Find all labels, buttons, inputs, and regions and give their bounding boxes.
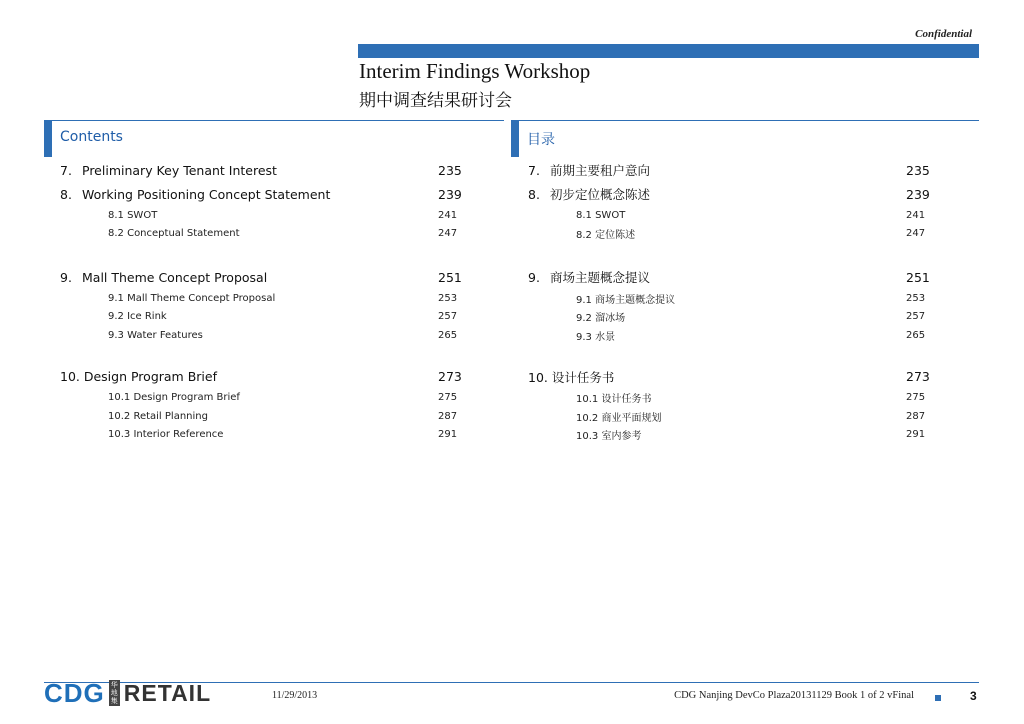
toc-subentry[interactable] (528, 426, 928, 445)
toc-entry[interactable] (528, 365, 928, 389)
toc-entry-page: 251 (438, 269, 462, 285)
toc-subentry-page: 265 (906, 329, 926, 341)
toc-entry-page: 239 (438, 186, 462, 202)
toc-subentry-title: 8.2 Conceptual Statement (108, 228, 240, 240)
toc-subentry-page: 241 (438, 209, 458, 221)
toc-subentry[interactable] (60, 426, 460, 445)
footer-square-icon (935, 695, 941, 701)
toc-entry-number: 7. (528, 162, 540, 178)
toc-subentry[interactable] (528, 206, 928, 225)
contents-heading-en (44, 120, 504, 157)
toc-subentry-page: 247 (438, 228, 458, 240)
toc-subentry[interactable] (60, 326, 460, 345)
confidential-label: Confidential (915, 28, 972, 40)
toc-entry-title: Mall Theme Concept Proposal (82, 269, 268, 285)
page-title-en: Interim Findings Workshop (359, 59, 591, 83)
toc-subentry[interactable] (528, 308, 928, 327)
toc-subentry-page: 291 (438, 429, 458, 441)
toc-subentry[interactable] (528, 326, 928, 345)
toc-subentry-page: 265 (438, 329, 458, 341)
footer-document-name: CDG Nanjing DevCo Plaza20131129 Book 1 of 2 vFinal (674, 690, 914, 701)
toc-entry[interactable] (60, 158, 460, 182)
toc-subentry-title: 9.1 商场主题概念提议 (576, 294, 676, 306)
toc-entry-title: 初步定位概念陈述 (550, 187, 651, 202)
toc-subentry-title: 10.3 室内参考 (576, 431, 642, 443)
toc-subentry[interactable] (60, 308, 460, 327)
toc-entry-number: 8. (60, 186, 72, 202)
toc-entry-title: 前期主要租户意向 (550, 163, 651, 178)
toc-subentry-page: 241 (906, 209, 926, 221)
toc-subentry-title: 9.3 水景 (576, 331, 616, 343)
toc-subentry-title: 10.1 Design Program Brief (108, 392, 240, 404)
toc-entry-page: 239 (906, 186, 930, 202)
contents-heading-label: 目录 (527, 132, 555, 148)
toc-entry-number: 9. (60, 269, 72, 285)
toc-subentry-page: 275 (438, 392, 458, 404)
toc-subentry-page: 247 (906, 228, 926, 240)
toc-subentry-title: 8.1 SWOT (108, 209, 158, 221)
logo-cdg-text: CDG (44, 678, 105, 708)
toc-subentry-page: 275 (906, 392, 926, 404)
toc-subentry[interactable] (60, 389, 460, 408)
toc-entry[interactable] (60, 182, 460, 206)
toc-entry-title: 商场主题概念提议 (550, 270, 651, 285)
toc-subentry-title: 10.3 Interior Reference (108, 429, 224, 441)
toc-entry[interactable] (60, 265, 460, 289)
toc-subentry-page: 257 (906, 311, 926, 323)
toc-subentry[interactable] (528, 225, 928, 244)
toc-subentry-title: 10.2 Retail Planning (108, 410, 208, 422)
toc-subentry[interactable] (528, 289, 928, 308)
toc-subentry-page: 257 (438, 311, 458, 323)
cdg-retail-logo (44, 678, 211, 708)
toc-subentry[interactable] (60, 407, 460, 426)
contents-heading-label: Contents (60, 129, 123, 145)
toc-english (60, 158, 460, 444)
toc-subentry-title: 9.2 Ice Rink (108, 311, 167, 323)
toc-entry-title: 10. 设计任务书 (528, 369, 615, 385)
toc-entry-title: Preliminary Key Tenant Interest (82, 162, 277, 178)
toc-subentry[interactable] (60, 206, 460, 225)
logo-cn-char: 地 (110, 689, 118, 697)
toc-subentry-title: 8.1 SWOT (576, 209, 626, 221)
page-number: 3 (970, 689, 977, 703)
toc-entry[interactable] (528, 182, 928, 206)
toc-entry[interactable] (528, 158, 928, 182)
toc-subentry[interactable] (528, 407, 928, 426)
toc-entry-page: 273 (906, 369, 930, 384)
toc-subentry-page: 291 (906, 429, 926, 441)
toc-subentry[interactable] (60, 289, 460, 308)
toc-subentry-page: 253 (438, 292, 458, 304)
title-bar (358, 44, 979, 58)
toc-subentry-title: 9.3 Water Features (108, 329, 203, 341)
page-title-zh: 期中调查结果研讨会 (359, 91, 512, 111)
toc-entry[interactable] (528, 265, 928, 289)
toc-subentry-title: 9.1 Mall Theme Concept Proposal (108, 292, 276, 304)
logo-cn-char: 集 (110, 697, 118, 705)
toc-entry-title: Working Positioning Concept Statement (82, 186, 331, 202)
logo-chinese-mark (109, 680, 120, 706)
toc-entry-number: 9. (528, 269, 540, 285)
toc-entry-number: 8. (528, 186, 540, 202)
heading-marker (44, 121, 52, 157)
toc-entry-page: 251 (906, 269, 930, 285)
toc-subentry-title: 10.2 商业平面规划 (576, 412, 662, 424)
toc-entry-page: 235 (438, 162, 462, 178)
logo-cn-char: 华 (110, 681, 118, 689)
toc-entry-page: 273 (438, 369, 462, 384)
toc-subentry-title: 10.1 设计任务书 (576, 394, 652, 406)
toc-chinese (528, 158, 928, 444)
toc-entry-title: 10. Design Program Brief (60, 369, 217, 384)
toc-subentry[interactable] (60, 225, 460, 244)
toc-subentry-page: 287 (906, 410, 926, 422)
toc-entry-page: 235 (906, 162, 930, 178)
toc-subentry[interactable] (528, 389, 928, 408)
toc-subentry-page: 287 (438, 410, 458, 422)
toc-entry-number: 7. (60, 162, 72, 178)
toc-entry[interactable] (60, 365, 460, 389)
logo-retail-text: RETAIL (123, 679, 212, 706)
contents-heading-zh (511, 120, 979, 157)
toc-subentry-page: 253 (906, 292, 926, 304)
footer-date: 11/29/2013 (272, 690, 318, 701)
toc-subentry-title: 9.2 溜冰场 (576, 313, 626, 325)
heading-marker (511, 121, 519, 157)
toc-subentry-title: 8.2 定位陈述 (576, 230, 636, 242)
